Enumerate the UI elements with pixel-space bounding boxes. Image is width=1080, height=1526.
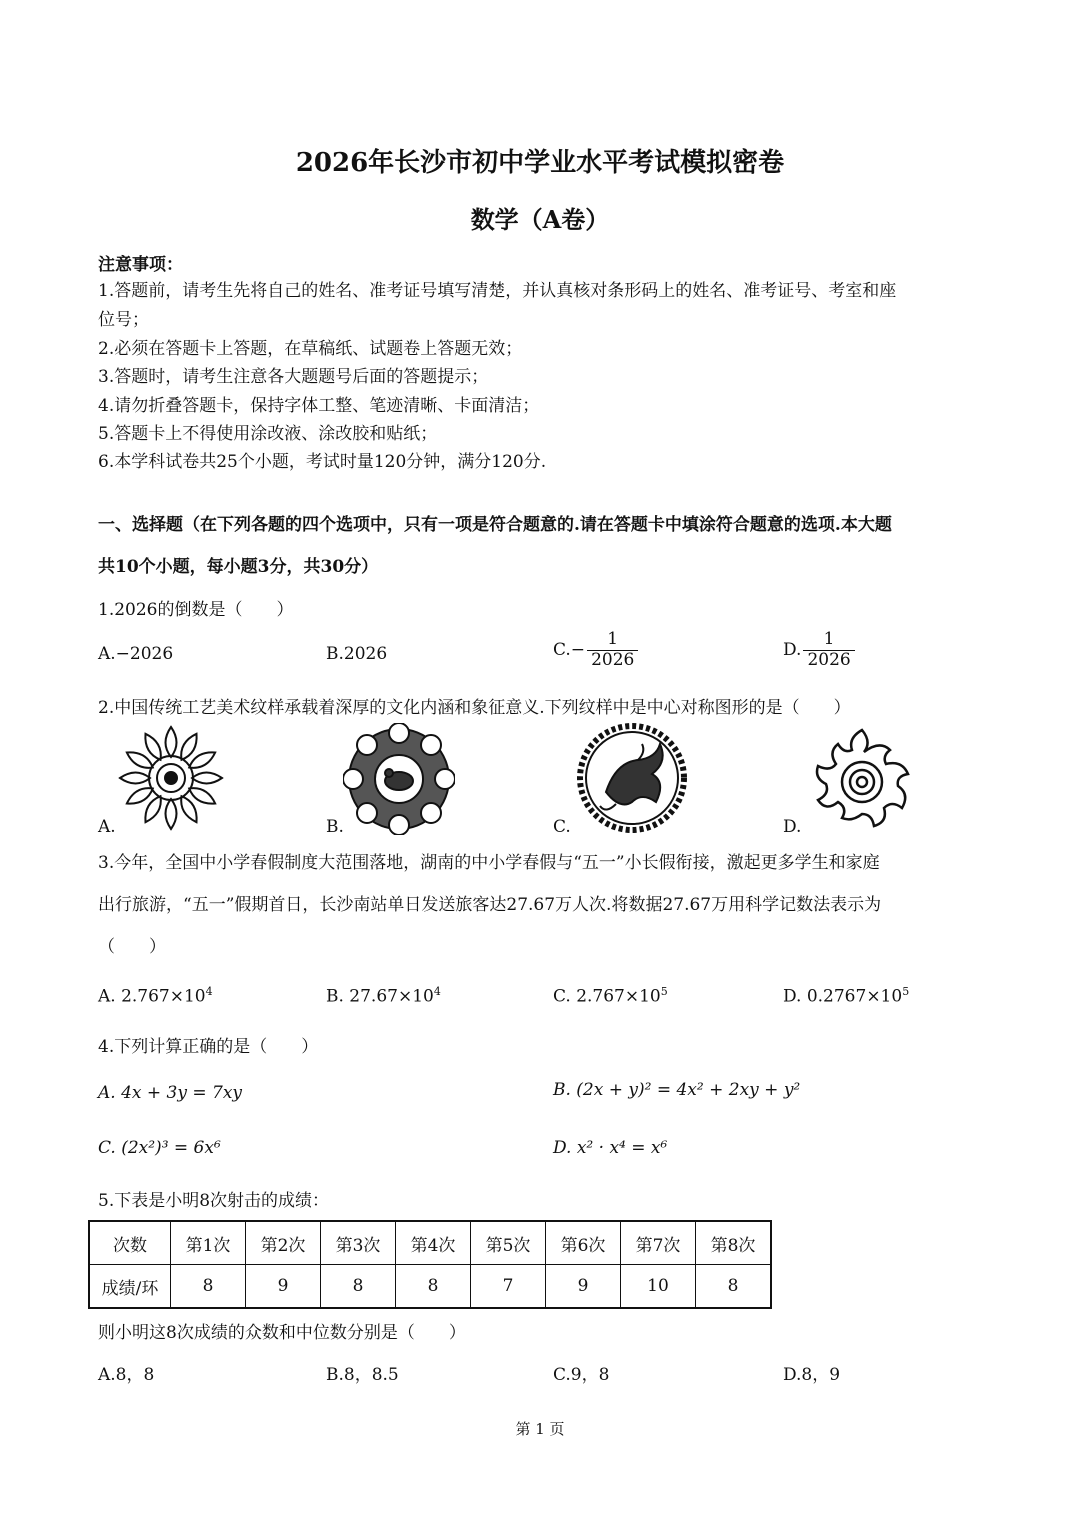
q1-d-fraction (803, 630, 854, 670)
q3-option-a (98, 985, 213, 1007)
table-cell: 10 (621, 1265, 696, 1309)
question-1-stem: 1.2026的倒数是（ ） (98, 600, 294, 620)
question-5-stem: 5.下表是小明8次射击的成绩： (98, 1191, 330, 1211)
q2-label-d: D. (783, 817, 802, 837)
q3-c-base: C. 2.767×10 (553, 986, 661, 1007)
q3-a-base: A. 2.767×10 (98, 986, 206, 1007)
q1-c-prefix: C.− (553, 640, 586, 661)
q3-d-base: D. 0.2767×10 (783, 986, 903, 1007)
section-heading: 一、选择题（在下列各题的四个选项中，只有一项是符合题意的.请在答题卡中填涂符合题意的选项.本大题 (98, 515, 892, 535)
question-3-line: 3.今年，全国中小学春假制度大范围落地，湖南的中小学春假与“五一”小长假衔接，激起更多学生和家庭 (98, 853, 880, 873)
q1-d-numerator: 1 (823, 629, 835, 649)
q3-a-exp: 4 (205, 985, 213, 998)
table-header-cell: 次数 (89, 1221, 171, 1265)
table-cell: 9 (246, 1265, 321, 1309)
q5-option-c: C.9，8 (553, 1365, 610, 1385)
notice-line: 位号； (98, 310, 149, 330)
q5-option-d: D.8，9 (783, 1365, 841, 1385)
q1-option-c (553, 630, 638, 670)
notice-line: 5.答题卡上不得使用涂改液、涂改胶和贴纸； (98, 424, 438, 444)
q3-b-exp: 4 (433, 985, 441, 998)
question-5-question: 则小明这8次成绩的众数和中位数分别是（ ） (98, 1323, 466, 1343)
q3-option-c (553, 985, 668, 1007)
page-number: 第 1 页 (515, 1420, 565, 1438)
q5-option-a: A.8，8 (98, 1365, 155, 1385)
score-table (88, 1220, 772, 1309)
table-header-cell: 第8次 (696, 1221, 772, 1265)
q1-d-denominator: 2026 (803, 650, 854, 671)
notice-line: 4.请勿折叠答题卡，保持字体工整、笔迹清晰、卡面清洁； (98, 396, 540, 416)
q3-option-b (326, 985, 441, 1007)
q2-label-b: B. (326, 817, 344, 837)
question-2-stem: 2.中国传统工艺美术纹样承载着深厚的文化内涵和象征意义.下列纹样中是中心对称图形的是（ ） (98, 698, 851, 718)
bird-medallion-image (576, 722, 688, 834)
table-cell: 7 (471, 1265, 546, 1309)
question-3-line: （ ） (98, 937, 166, 957)
table-cell: 成绩/环 (89, 1265, 171, 1309)
table-header-cell: 第3次 (321, 1221, 396, 1265)
q3-d-exp: 5 (902, 985, 910, 998)
table-header-cell: 第2次 (246, 1221, 321, 1265)
notice-line: 6.本学科试卷共25个小题，考试时量120分钟，满分120分. (98, 452, 547, 472)
q1-c-denominator: 2026 (587, 650, 638, 671)
table-cell: 8 (321, 1265, 396, 1309)
q2-label-a: A. (98, 817, 116, 837)
q4-option-d: D. x² · x⁴ = x⁶ (553, 1138, 668, 1158)
q4-option-b: B. (2x + y)² = 4x² + 2xy + y² (553, 1080, 801, 1100)
table-header-cell: 第1次 (171, 1221, 246, 1265)
flower-pattern-image (116, 723, 226, 833)
flame-swirl-image (806, 722, 918, 834)
notice-line: 3.答题时，请考生注意各大题题号后面的答题提示； (98, 367, 489, 387)
q1-c-numerator: 1 (607, 629, 619, 649)
notice-line: 2.必须在答题卡上答题，在草稿纸、试题卷上答题无效； (98, 339, 523, 359)
q2-label-c: C. (553, 817, 571, 837)
q1-option-a: A.−2026 (98, 644, 174, 664)
table-cell: 9 (546, 1265, 621, 1309)
q1-c-fraction (587, 630, 638, 670)
notice-heading: 注意事项： (98, 255, 183, 275)
table-header-row (89, 1221, 771, 1265)
question-3-line: 出行旅游，“五一”假期首日，长沙南站单日发送旅客达27.67万人次.将数据27.67万用科学记数法表示为 (98, 895, 882, 915)
q3-option-d (783, 985, 909, 1007)
cloud-medallion-image (343, 723, 455, 835)
table-cell: 8 (696, 1265, 772, 1309)
table-cell: 8 (171, 1265, 246, 1309)
q1-option-d (783, 630, 855, 670)
q3-c-exp: 5 (660, 985, 668, 998)
table-header-cell: 第6次 (546, 1221, 621, 1265)
q5-option-b: B.8，8.5 (326, 1365, 399, 1385)
notice-line: 1.答题前，请考生先将自己的姓名、准考证号填写清楚，并认真核对条形码上的姓名、准考证号、考室和座 (98, 281, 897, 301)
table-row (89, 1265, 771, 1309)
question-4-stem: 4.下列计算正确的是（ ） (98, 1037, 319, 1057)
exam-subtitle: 数学（A卷） (470, 205, 610, 234)
table-header-cell: 第5次 (471, 1221, 546, 1265)
table-header-cell: 第7次 (621, 1221, 696, 1265)
table-cell: 8 (396, 1265, 471, 1309)
q3-b-base: B. 27.67×10 (326, 986, 434, 1007)
q4-option-a: A. 4x + 3y = 7xy (98, 1083, 243, 1103)
q1-option-b: B.2026 (326, 644, 388, 664)
q4-option-c: C. (2x²)³ = 6x⁶ (98, 1138, 221, 1158)
table-header-cell: 第4次 (396, 1221, 471, 1265)
q1-d-prefix: D. (783, 640, 802, 661)
exam-title: 2026年长沙市初中学业水平考试模拟密卷 (295, 148, 785, 178)
section-heading-cont: 共10个小题，每小题3分，共30分） (98, 557, 379, 577)
